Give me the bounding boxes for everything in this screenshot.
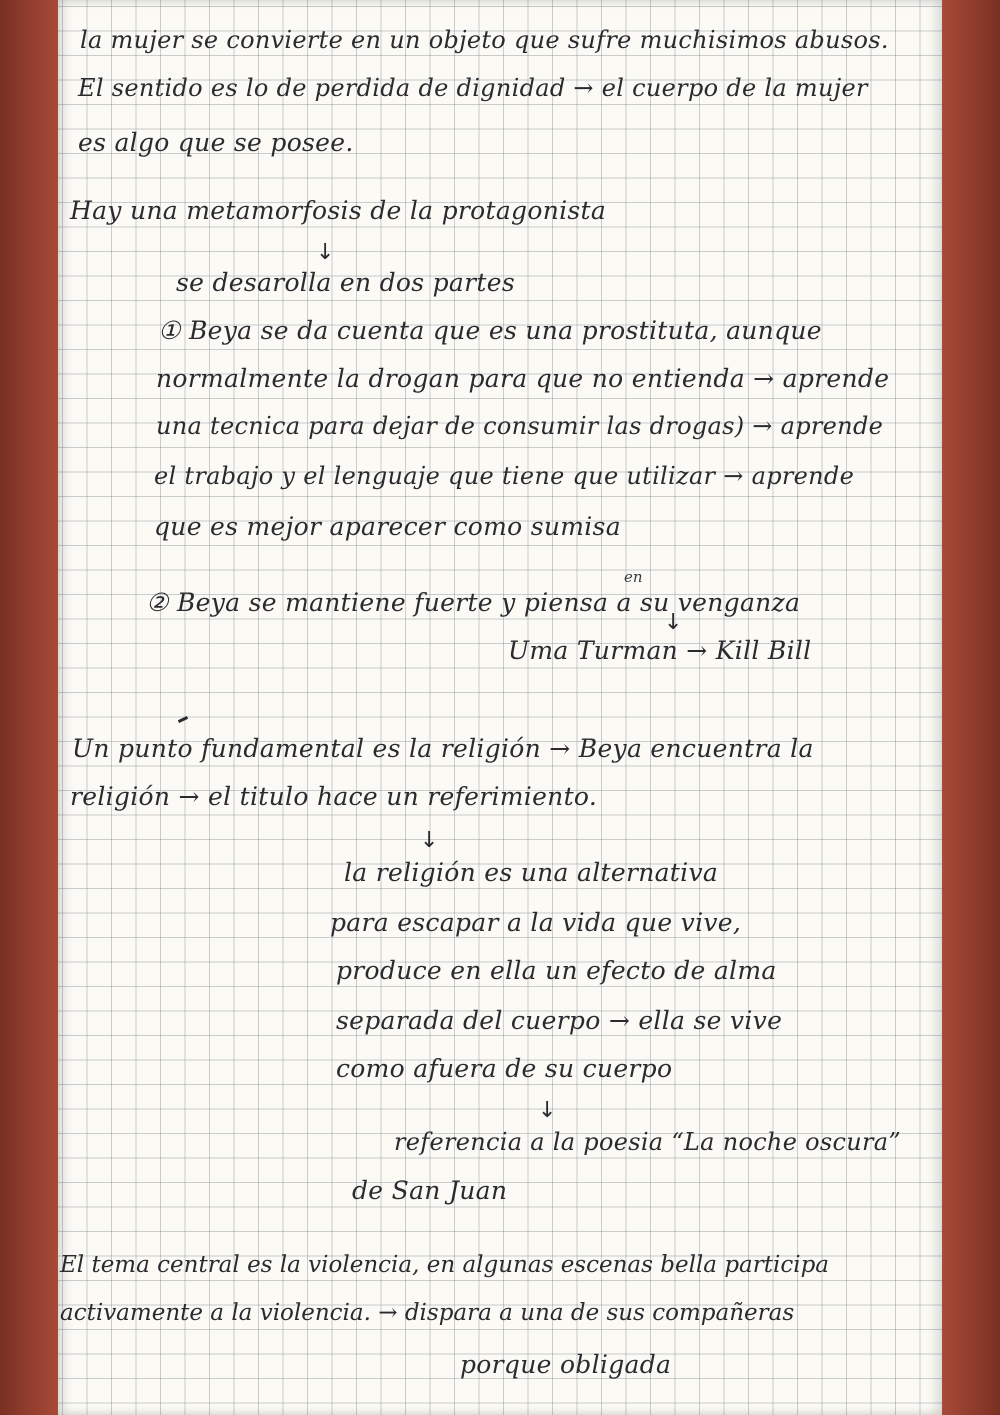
- note-line-5: se desarolla en dos partes: [176, 268, 515, 297]
- note-line-4: Hay una metamorfosis de la protagonista: [70, 196, 607, 225]
- note-line-11: ② Beya se mantiene fuerte y piensa a su venganza: [146, 588, 801, 617]
- note-line-19: como afuera de su cuerpo: [336, 1054, 673, 1083]
- accent-mark: [178, 716, 188, 723]
- note-line-13: Un punto fundamental es la religión → Beya encuentra la: [72, 734, 814, 763]
- note-line-15: la religión es una alternativa: [344, 858, 719, 887]
- note-line-1: la mujer se convierte en un objeto que sufre muchisimos abusos.: [80, 26, 889, 54]
- notebook-cover-right: [942, 0, 1000, 1415]
- note-line-12: Uma Turman → Kill Bill: [508, 636, 812, 665]
- down-arrow-icon: ↓: [538, 1098, 557, 1123]
- note-line-20: referencia a la poesia “La noche oscura”: [394, 1128, 901, 1156]
- note-line-22: El tema central es la violencia, en algunas escenas bella participa: [60, 1252, 830, 1278]
- note-insert-en: en: [624, 568, 643, 586]
- note-line-7: normalmente la drogan para que no entienda → aprende: [156, 364, 890, 393]
- notebook-cover-left: [0, 0, 58, 1415]
- note-line-3: es algo que se posee.: [78, 128, 354, 157]
- note-line-10: que es mejor aparecer como sumisa: [154, 512, 621, 541]
- note-line-16: para escapar a la vida que vive,: [330, 908, 742, 937]
- note-line-23: activamente a la violencia. → dispara a una de sus compañeras: [60, 1300, 795, 1326]
- note-line-21: de San Juan: [352, 1176, 508, 1205]
- note-line-6: ① Beya se da cuenta que es una prostituta, aunque: [158, 316, 822, 345]
- down-arrow-icon: ↓: [316, 240, 335, 265]
- note-line-18: separada del cuerpo → ella se vive: [336, 1006, 783, 1035]
- note-line-24: porque obligada: [460, 1350, 672, 1379]
- note-line-14: religión → el titulo hace un referimiento.: [70, 782, 598, 811]
- note-line-17: produce en ella un efecto de alma: [336, 956, 777, 985]
- down-arrow-icon: ↓: [420, 828, 439, 853]
- note-line-2: El sentido es lo de perdida de dignidad → el cuerpo de la mujer: [78, 74, 868, 102]
- note-line-9: el trabajo y el lenguaje que tiene que utilizar → aprende: [154, 462, 855, 490]
- down-arrow-icon: ↓: [664, 610, 683, 635]
- grid-paper-page: [58, 0, 942, 1415]
- note-line-8: una tecnica para dejar de consumir las drogas) → aprende: [156, 412, 884, 440]
